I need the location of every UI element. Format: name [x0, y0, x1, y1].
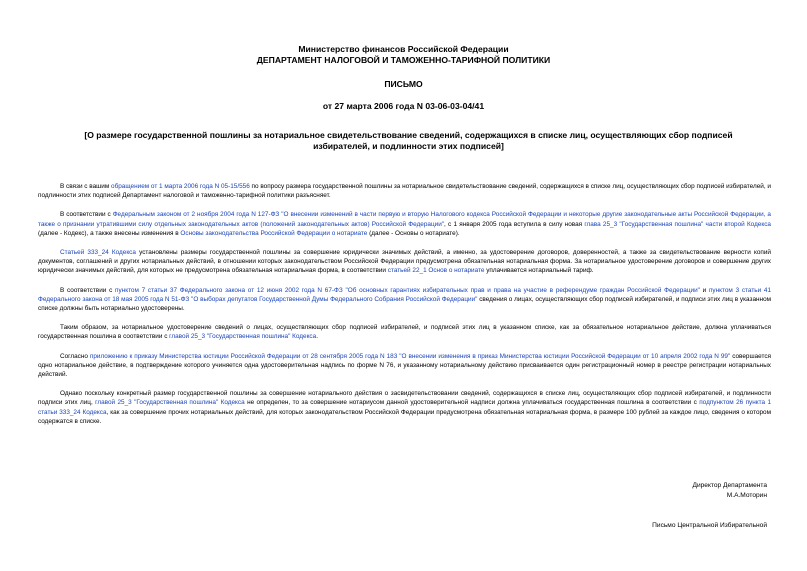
paragraph-text: В связи с вашим	[60, 183, 112, 190]
document-link[interactable]: статьей 22_1 Основ о нотариате	[387, 267, 485, 275]
document-link[interactable]: Федеральным законом от 2 ноября 2004 года N 127-ФЗ "О внесении изменений в части первую и вторую Налогового кодекса Российской Федерации и некоторые другие законодательные акты Российской Федерации, а также о признании утратившими силу отдельных законодательных актов (положений законодательных актов) Российской Федерации"	[38, 211, 771, 228]
footer-note: Письмо Центральной Избирательной	[652, 522, 767, 529]
document-link[interactable]: обращением от 1 марта 2006 года N 05-15/556	[111, 183, 250, 190]
paragraph-text: уплачивается нотариальный тариф.	[484, 267, 594, 275]
signer-name: М.А.Моторин	[726, 492, 767, 499]
signer-position: Директор Департамента	[692, 482, 767, 489]
document-link[interactable]: пунктом 7 статьи 37 Федерального закона от 12 июня 2002 года N 67-ФЗ "Об основных гарантиях избирательных прав и права на участие в референдуме граждан Российской Федерации"	[115, 286, 700, 294]
body-paragraph	[38, 323, 771, 341]
body-paragraph	[38, 352, 771, 380]
document-link[interactable]: пунктом 3 статьи 41 Федерального закона от 18 мая 2005 года N 51-ФЗ "О выборах депутатов Государственной Думы Федерального Собрания Российской Федерации"	[38, 286, 771, 303]
paragraph-text: Согласно	[60, 352, 90, 360]
document-link[interactable]: глава 25_3 "Государственная пошлина" части второй Кодекса	[584, 220, 771, 228]
department-name: ДЕПАРТАМЕНТ НАЛОГОВОЙ И ТАМОЖЕННО-ТАРИФНОЙ ПОЛИТИКИ	[256, 55, 551, 65]
letter-date-number: от 27 марта 2006 года N 03-06-03-04/41	[322, 101, 485, 111]
paragraph-text: по вопросу размера государственной пошлины за нотариальное свидетельствование сведений, содержащихся в списке лиц, осуществляющих сбор подписей избирателей, и подлинности этих подписей Департамент налоговой и таможенно-тарифной политики разъясняет.	[38, 183, 771, 200]
paragraph-text: установлены размеры государственной пошлины за совершение юридически значимых действий, а именно, за удостоверение договоров, доверенностей, а также за свидетельствование верности копий документов, соглашений и других нотариальных действий, в отношении которых законодательством Российской Федерации предусмотрена обязательная нотариальная форма. За нотариальное удостоверение договоров и совершение других юридически значимых действий, для которых не предусмотрена обязательная нотариальная форма, в соответствии	[38, 249, 771, 275]
paragraph-text: сведения о лицах, осуществляющих сбор подписей избирателей, и подписи этих лиц в указанном списке должны быть нотариально удостоверены.	[38, 295, 772, 313]
paragraph-text: (далее - Основы о нотариате).	[367, 229, 460, 237]
document-link[interactable]: главой 25_3 "Государственная пошлина" Кодекса	[169, 333, 317, 341]
document-link[interactable]: подпунктом 26 пункта 1 статьи 333_24 Кодекса	[38, 399, 772, 416]
paragraph-text: .	[316, 333, 318, 341]
body-paragraph	[38, 389, 771, 426]
body-paragraph	[38, 248, 771, 276]
paragraph-text: , с 1 января 2005 года вступила в силу новая	[444, 220, 585, 228]
paragraph-text: , как за совершение прочих нотариальных действий, для которых законодательством Российской Федерации предусмотрена обязательная нотариальная форма, в размере 100 рублей за каждое лицо, сведения о котором содержатся в списке.	[38, 408, 772, 425]
document-link[interactable]: приложению к приказу Министерства юстиции Российской Федерации от 28 сентября 2005 года N 183 "О внесении изменения в приказ Министерства юстиции Российской Федерации от 10 апреля 2002 года N 99"	[89, 352, 731, 360]
letter-type: ПИСЬМО	[384, 79, 423, 89]
body-paragraph	[38, 286, 771, 314]
body-paragraph	[38, 210, 771, 238]
ministry-name: Министерство финансов Российской Федерации	[298, 44, 509, 54]
document-link[interactable]: главой 25_3 "Государственная пошлина" Кодекса	[95, 399, 245, 407]
paragraph-text: совершается одно нотариальное действие, в подтверждение которого учиняется одна удостоверительная надпись по форме N 76, и указанному нотариальному действию присваивается один регистрационный номер в реестре регистрации нотариальных действий.	[38, 352, 771, 379]
body-paragraph	[38, 182, 771, 200]
paragraph-text: В соответствии с	[60, 211, 113, 219]
paragraph-text: (далее - Кодекс), а также внесены изменения в	[38, 229, 181, 237]
document-link[interactable]: Основы законодательства Российской Федерации о нотариате	[180, 229, 368, 237]
document-link[interactable]: Статьей 333_24 Кодекса	[60, 249, 136, 257]
paragraph-text: и	[699, 286, 709, 294]
paragraph-text: Таким образом, за нотариальное удостоверение сведений о лицах, осуществляющих сбор подписей избирателей, и подписей этих лиц в указанном списке, как за обязательное нотариальное действие, должна уплачиваться государственная пошлина в соответствии с	[38, 324, 771, 341]
paragraph-text: не определен, то за совершение нотариусом данной удостоверительной надписи должна уплачиваться государственная пошлина в соответствии с	[244, 399, 700, 407]
paragraph-text: Однако поскольку конкретный размер государственной пошлины за совершение нотариального действия о засвидетельствовании сведений, содержащихся в списке лиц, осуществляющих сбор подписей избирателей, и подлинности подписи этих лиц,	[38, 390, 771, 407]
letter-body	[38, 182, 771, 436]
paragraph-text: В соответствии с	[60, 286, 116, 294]
document-header	[0, 44, 807, 66]
letter-subject: [О размере государственной пошлины за нотариальное свидетельствование сведений, содержащихся в списке лиц, осуществляющих сбор подписей избирателей, и подлинности этих подписей]	[84, 130, 733, 151]
signature-block	[692, 481, 767, 501]
